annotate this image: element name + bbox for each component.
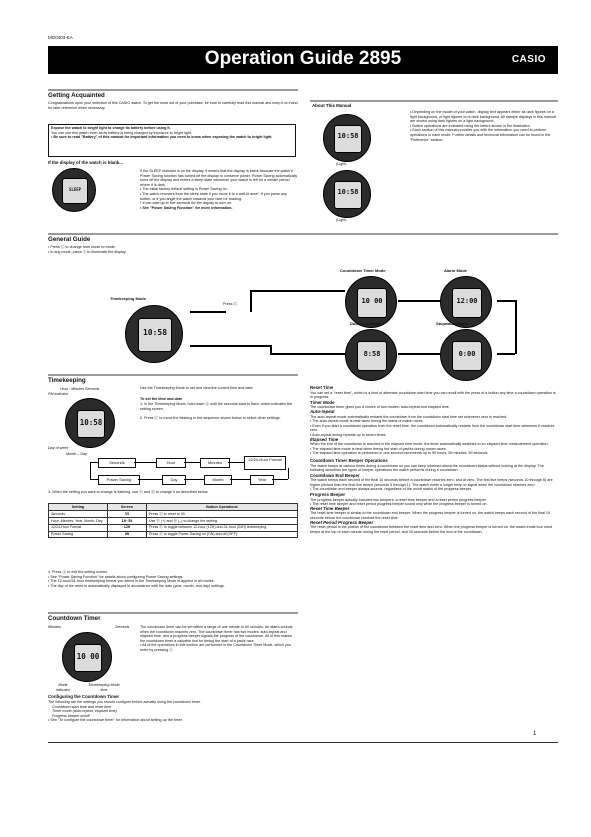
seq-arrow <box>90 479 98 480</box>
flow-line <box>190 311 226 313</box>
flow-line <box>190 345 272 347</box>
table-row <box>49 517 298 524</box>
table-cell: ON <box>108 531 147 538</box>
paragraph: The countdown timer can be set within a range of one minute to 60 minutes. An alarm sounds when the countdown reaches zero. The countdown timer has two modes: auto-repeat and elapsed time, and a progress beeper signals the progress of the countdown. All of this makes the countdown timer a valuable tool for timing the start of a yacht race. <box>140 625 293 643</box>
watch-face <box>357 288 387 318</box>
flow-line <box>515 300 517 354</box>
bullet: • The reset time beeper and reset period progress beeper sound only while the progress beeper is turned on. <box>310 502 488 507</box>
reset-time-beeper-heading: Reset Time Beeper <box>310 505 350 511</box>
progress-beeper-heading: Progress Beeper <box>310 492 346 498</box>
flow-line <box>270 345 272 355</box>
table-cell: Press Ⓓ to toggle between 12-hour (12H) and 24-hour (24H) timekeeping. <box>147 524 298 531</box>
light-label: (Light) <box>336 218 347 222</box>
bullet: • The elapsed time mode is best when timing the start of yachts during ocean races. <box>310 446 447 451</box>
watch-illustration-dark-figures <box>323 170 371 218</box>
step: 2. Press Ⓒ to move the flashing in the sequence shown below to select other settings. <box>140 416 281 420</box>
flow-line <box>270 353 345 355</box>
bullet: * It can take up to five seconds for the display to turn on. <box>140 201 232 206</box>
table-header: Screen <box>108 504 147 511</box>
flow-line <box>250 290 345 292</box>
section-bar <box>48 89 298 91</box>
end-beeper-heading: Countdown End Beeper <box>310 472 360 478</box>
table-cell: Press Ⓓ to reset to 00. <box>147 510 298 517</box>
label-day-of-week: Day of week <box>48 446 69 450</box>
table-row <box>49 524 298 531</box>
seq-arrow <box>184 479 204 480</box>
getting-acquainted-heading: Getting Acquainted <box>48 92 105 99</box>
bullet: • The countdown end beeper always sounds, regardless of the on/off status of the progress beeper. <box>310 487 472 492</box>
lcd-time: 8:58 <box>363 350 381 358</box>
table-cell: 12H <box>108 524 147 531</box>
seq-arrow <box>90 462 91 479</box>
lcd-time: 10:58 <box>337 188 359 197</box>
watch-illustration-light-figures <box>323 114 371 162</box>
paragraph: The reset period is the portion of the countdown between the reset time and zero. When the progress beeper is turned on, the watch emits four short beeps at the top of each minute during the reset period, and 30 seconds before the end of the countdown. <box>310 525 553 534</box>
watch-stopwatch <box>440 329 492 381</box>
seq-day: Day <box>162 475 186 485</box>
watch-face <box>357 341 387 371</box>
intro-text: Congratulations upon your selection of this CASIO watch. To get the most out of your purchase, be sure to carefully read this manual and keep it on hand for later reference when necessary. <box>48 101 298 110</box>
bullet: • The watch recovers from the sleep state if you move it to a well-lit area*, if you press any button, or if you angle the watch towards your face for reading. <box>140 191 287 201</box>
watch-dual-time <box>345 329 397 381</box>
lcd-time: 10 00 <box>76 651 100 661</box>
paragraph: The reset time beeper is similar to the countdown end beeper. When the progress beeper is turned on, the watch beeps each second of the final 10 seconds before the countdown reaches the reset time. <box>310 511 551 521</box>
mode-label-countdown: Countdown Timer Mode <box>340 268 386 273</box>
watch-face <box>452 341 482 371</box>
warning-line: Expose the watch to bright light to charge its battery before using it. <box>51 126 171 130</box>
blank-display-heading: If the display of the watch is blank... <box>48 160 123 165</box>
watch-face <box>452 288 482 318</box>
table-header: Button Operations <box>147 504 298 511</box>
header-bar <box>48 46 558 74</box>
seq-12-24-format: 12/24-Hour Format <box>244 456 286 470</box>
light-label: (Light) <box>336 162 347 166</box>
watch-countdown-detail <box>62 632 112 682</box>
reset-time-heading: Reset Time <box>310 385 334 390</box>
seq-minutes: Minutes <box>200 458 230 468</box>
seq-arrow <box>138 479 162 480</box>
paragraph: The watch beeps each second of the final 10 seconds before a countdown reaches zero, and at zero. The first five beeps (seconds 10 through 6) are higher pitched than the final five beeps (seconds 5 through 1). The watch emits a longer beep to signal when the countdown reaches zero. <box>310 478 553 487</box>
bullet: • Even if you start a countdown operation from the reset time, the countdown automatically restarts from the countdown start time whenever it reaches zero. <box>310 423 555 433</box>
timekeeping-intro: Use the Timekeeping Mode to set and view the current time and date. <box>140 386 254 390</box>
lcd-time: 10:58 <box>337 132 359 141</box>
seq-arrow <box>272 479 288 480</box>
lcd-time: 0:00 <box>458 350 476 358</box>
section-bar <box>48 374 298 376</box>
bullet: • The day of the week is automatically displayed in accordance with the date (year, month, and day) settings. <box>48 583 225 588</box>
doc-code: MO0403-EA <box>48 35 73 40</box>
bullet: • See "To configure the countdown timer" for information about setting up the timer. <box>48 718 183 723</box>
seq-hour: Hour <box>156 458 186 468</box>
watch-face <box>77 410 106 439</box>
bullet: • Depending on the model of your watch, display text appears either as dark figures on a light background, or light figures on a dark background. All sample displays in this manual are shown using dark figures on a light background. <box>410 110 556 124</box>
bullet: • All of the operations in this section are performed in the Countdown Timer Mode, which you enter by pressing Ⓒ. <box>140 643 291 652</box>
bullet: • The initial factory default setting is Power Saving on. <box>140 187 228 192</box>
seq-arrow <box>134 462 156 463</box>
warning-line: You can use this watch even as its battery is being charged by exposure to bright light. <box>51 130 192 135</box>
table-cell: 12/24-Hour Format <box>49 524 108 531</box>
settings-table <box>48 503 298 538</box>
paragraph: The watch beeps at various times during a countdown so you can keep informed about the countdown status without looking at the display. The following describes the types of beeper operations the watch performs during a countdown. <box>310 463 544 473</box>
lcd-time: 10:58 <box>142 328 168 338</box>
paragraph: The following are the settings you should configure before actually using the countdown timer. <box>48 700 201 704</box>
auto-repeat-heading: Auto-repeat <box>310 408 335 414</box>
step: 4. Press Ⓐ to exit the setting screen. <box>48 570 109 574</box>
table-cell: 35 <box>108 510 147 517</box>
bullet: • The auto-repeat mode is best when timing the starts of match races. <box>310 419 424 424</box>
press-c-label: Press Ⓒ. <box>223 302 239 306</box>
page-number: 1 <box>533 731 537 737</box>
paragraph: When the end of the countdown is reached in the elapsed time mode, the timer automatically switches to an elapsed time measurement operation. <box>310 442 549 447</box>
flow-line <box>398 353 440 355</box>
lcd-time: 12:00 <box>456 297 478 305</box>
label-pm-indicator: PM indicator <box>48 392 69 396</box>
label-seconds: Seconds <box>115 625 130 629</box>
seq-arrow <box>230 479 250 480</box>
watch-timekeeping-detail <box>65 398 115 448</box>
bullet: • Button operations are indicated using the letters shown in the illustration. <box>410 123 531 128</box>
section-bar <box>310 100 558 102</box>
table-header-row <box>49 504 298 511</box>
watch-face <box>334 125 362 153</box>
elapsed-time-heading: Elapsed Time <box>310 436 339 442</box>
seq-power-saving: Power Saving <box>98 475 140 485</box>
mode-label-timekeeping: Timekeeping Mode <box>110 296 146 301</box>
reset-period-beeper-heading: Reset Period Progress Beeper <box>310 519 374 525</box>
seq-arrow <box>90 462 98 463</box>
table-cell: 10:58 <box>108 517 147 524</box>
watch-illustration <box>52 168 96 212</box>
right-column <box>310 386 558 534</box>
table-cell: Press Ⓓ to toggle Power Saving on (ON) and off (OFF). <box>147 531 298 538</box>
seq-year: Year <box>250 475 274 485</box>
seq-month: Month <box>204 475 232 485</box>
label-mode-indicator: Mode indicator <box>56 683 70 692</box>
config-heading: Configuring the Countdown Timer <box>48 694 120 699</box>
bullet: • Each section of this manual provides you with the information you need to perform operations in each mode. Further details and technical information can be found in the "Reference" section. <box>410 128 551 142</box>
watch-face <box>334 181 362 209</box>
config-item: Timer mode (auto-repeat, elapsed time) <box>52 709 117 714</box>
seq-seconds: Seconds <box>98 458 136 468</box>
lcd-time: 10 00 <box>361 297 383 305</box>
countdown-text <box>140 625 298 653</box>
general-guide-heading: General Guide <box>48 236 91 243</box>
bottom-rule <box>48 742 558 743</box>
bullet: • The 12-hour/24-hour timekeeping format you select in the Timekeeping Mode is applied in all modes. <box>48 579 215 584</box>
config-item: Progress beeper on/off <box>52 713 90 718</box>
bullet: • Auto-repeat timing repeats up to seven times. <box>310 432 387 437</box>
step: 3. When the setting you want to change is flashing, use Ⓓ and Ⓑ to change it as described below. <box>48 490 209 494</box>
mode-label-dual: Dual Time Mode <box>350 321 381 326</box>
warning-line: • Be sure to read "Battery" of this manual for important information you need to know when exposing the watch to bright light. <box>51 135 273 140</box>
section-bar <box>48 233 558 235</box>
set-time-heading: To set the time and date <box>140 397 183 401</box>
flow-line <box>250 290 252 312</box>
paragraph: You can set a "reset time", which is a kind of alternate countdown start time you can recall with the press of a button any time a countdown operation is in progress. <box>310 390 556 400</box>
seq-arrow <box>184 462 200 463</box>
sleep-indicator: SLEEP <box>68 187 82 193</box>
bullet: • The elapsed time operation is performed in one-second increments up to 99 hours, 59 minutes, 59 seconds. <box>310 451 489 456</box>
bullet: • See "Power Saving Function" for details about configuring Power Saving settings. <box>48 574 184 579</box>
label-month-day: Month – Day <box>66 452 87 456</box>
timekeeping-heading: Timekeeping <box>48 377 86 384</box>
mode-label-alarm: Alarm Mode <box>444 268 467 273</box>
table-row <box>49 531 298 538</box>
config-text <box>48 700 298 723</box>
countdown-heading: Countdown Timer <box>48 615 101 622</box>
table-cell: Hour, Minutes, Year, Month, Day <box>49 517 108 524</box>
paragraph: If the SLEEP indicator is on the display, it means that the display is blank because the watch's Power Saving function has turned off the display to conserve power. Power Saving automatically turns off the display and enters a sleep state whenever your watch is left for a certain period where it is dark. <box>140 169 298 187</box>
about-manual-text <box>410 110 558 142</box>
table-cell: Seconds <box>49 510 108 517</box>
watch-face <box>74 644 103 673</box>
blank-display-text <box>140 169 298 210</box>
config-item: Countdown start time and reset time <box>52 704 112 709</box>
label-minutes: Minutes <box>48 625 61 629</box>
battery-warning-box <box>48 124 296 157</box>
seq-arrow <box>288 468 289 479</box>
label-timekeeping-time: Timekeeping Mode time <box>88 683 120 692</box>
step: 1. In the Timekeeping Mode, hold down Ⓐ until the seconds start to flash, which indicates the setting screen. <box>140 402 293 411</box>
flow-line <box>497 353 515 355</box>
bullet: • In any mode, press Ⓛ to illuminate the display. <box>48 250 127 254</box>
paragraph: The countdown timer gives you a choice of two modes: auto-repeat and elapsed time. <box>310 405 450 410</box>
watch-face <box>138 318 171 351</box>
bullet: • See "Power Saving Function" for more information. <box>140 205 233 210</box>
table-cell: Power Saving <box>49 531 108 538</box>
paragraph: The progress beeper actually includes two beepers: a reset time beeper and a reset period progress beeper. <box>310 497 487 502</box>
table-header: Setting <box>49 504 108 511</box>
watch-face <box>62 178 88 204</box>
about-manual-heading: About This Manual <box>312 103 352 108</box>
bullet: • Press Ⓒ to change from mode to mode. <box>48 245 116 249</box>
guide-title: Operation Guide 2895 <box>204 48 402 69</box>
label-hour-min-sec: Hour : Minutes Seconds <box>60 387 100 391</box>
table-cell: Use Ⓓ (+) and Ⓑ (–) to change the setting. <box>147 517 298 524</box>
timer-mode-heading: Timer Mode <box>310 399 335 405</box>
flow-line <box>497 300 515 302</box>
casio-logo: CASIO <box>511 54 546 65</box>
seq-arrow <box>228 462 244 463</box>
table-row <box>49 510 298 517</box>
paragraph: The auto-repeat mode automatically restarts the countdown from the countdown start time set whenever zero is reached. <box>310 414 508 419</box>
section-bar <box>48 612 298 614</box>
flow-line <box>398 300 440 302</box>
lcd-time: 10:58 <box>79 417 103 427</box>
mode-label-stopwatch: Stopwatch Mode <box>436 321 468 326</box>
timekeeping-notes <box>48 570 298 588</box>
beeper-ops-heading: Countdown Timer Beeper Operations <box>310 457 388 463</box>
watch-timekeeping <box>125 305 183 363</box>
